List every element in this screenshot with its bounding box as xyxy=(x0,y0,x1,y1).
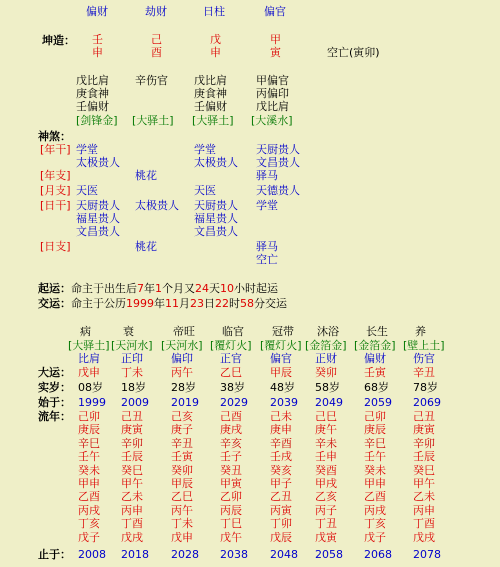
liunian-year: 己卯 xyxy=(78,410,100,423)
liunian-year: 丙寅 xyxy=(270,503,292,517)
qiyun-text: 年 xyxy=(144,282,155,295)
shensha-item: 天厨贵人 xyxy=(76,199,120,212)
jiaoyun-text: 日 xyxy=(204,297,215,310)
dayun-start-year: 2059 xyxy=(364,396,392,409)
dayun-nayin: [大驿土] xyxy=(68,339,110,352)
liunian-year: 辛巳 xyxy=(364,436,386,450)
dayun-god: 正财 xyxy=(315,352,337,365)
kongwang: 空亡(寅卯) xyxy=(327,46,380,59)
shensha-label: [月支] xyxy=(40,184,71,197)
dayun-phase: 帝旺 xyxy=(173,325,195,338)
jiaoyun-minute: 58 xyxy=(240,297,254,310)
shensha-item: 学堂 xyxy=(194,143,216,156)
liunian-year: 丁丑 xyxy=(315,517,337,531)
liunian-year: 甲辰 xyxy=(171,477,193,490)
end-label: 止于： xyxy=(38,548,71,561)
hidden-stems-month xyxy=(135,74,168,87)
liunian-year: 丙子 xyxy=(315,503,337,517)
dayun-age: 28岁 xyxy=(171,381,196,394)
dayun-nayin: [壁上土] xyxy=(403,339,445,352)
liunian-year: 甲寅 xyxy=(220,477,242,490)
liunian-year: 乙丑 xyxy=(270,490,292,504)
liunian-year: 癸丑 xyxy=(220,463,242,477)
hidden-stems-day xyxy=(194,74,227,113)
dayun-pillar: 癸卯 xyxy=(315,366,337,379)
dayun-god: 偏官 xyxy=(270,352,292,365)
dayun-start-year: 2039 xyxy=(270,396,298,409)
shensha-cell xyxy=(76,199,120,238)
jiaoyun-line xyxy=(38,297,287,310)
shensha-item: 驿马 xyxy=(256,240,278,253)
liunian-year: 乙未 xyxy=(121,490,143,504)
liunian-year: 辛丑 xyxy=(171,436,193,450)
liunian-year: 庚申 xyxy=(270,423,292,437)
liunian-year: 壬申 xyxy=(315,450,337,464)
liunian-year: 癸巳 xyxy=(121,463,143,477)
dayun-age: 18岁 xyxy=(121,381,146,394)
liunian-year: 甲午 xyxy=(121,477,143,490)
liunian-year: 壬午 xyxy=(364,450,386,464)
liunian-year: 壬辰 xyxy=(413,450,435,464)
dayun-nayin: [覆灯火] xyxy=(210,339,252,352)
pillar-label: 坤造： xyxy=(42,34,75,47)
liunian-year: 癸亥 xyxy=(270,463,292,477)
qiyun-text: 小时起运 xyxy=(234,282,278,295)
dayun-start-year: 2009 xyxy=(121,396,149,409)
header-pillar-4: 偏官 xyxy=(264,5,286,18)
dayun-phase: 长生 xyxy=(366,325,388,338)
liunian-year: 辛未 xyxy=(315,436,337,450)
shensha-label: [年干] xyxy=(40,143,71,156)
liunian-year: 丁亥 xyxy=(364,517,386,531)
hidden-stem: 庚食神 xyxy=(194,87,227,100)
shensha-label: [日干] xyxy=(40,199,71,212)
header-pillar-3: 日柱 xyxy=(203,5,225,18)
jiaoyun-day: 23 xyxy=(190,297,204,310)
liunian-year: 己丑 xyxy=(413,410,435,423)
jiaoyun-text: 月 xyxy=(179,297,190,310)
start-label: 始于： xyxy=(38,396,71,409)
dayun-nayin: [覆灯火] xyxy=(260,339,302,352)
shensha-item: 桃花 xyxy=(135,240,157,253)
dayun-age: 38岁 xyxy=(220,381,245,394)
shensha-label: [年支] xyxy=(40,169,71,182)
age-label: 实岁： xyxy=(38,381,71,394)
shensha-item: 福星贵人 xyxy=(194,212,238,225)
dayun-god: 偏印 xyxy=(171,352,193,365)
shensha-item: 天德贵人 xyxy=(256,184,300,197)
shensha-item: 文昌贵人 xyxy=(76,225,120,238)
stem-month: 己 xyxy=(151,33,162,46)
liunian-year: 庚辰 xyxy=(78,423,100,437)
dayun-phase: 冠带 xyxy=(272,325,294,338)
liunian-year: 辛亥 xyxy=(220,436,242,450)
qiyun-text: 命主于出生后 xyxy=(71,282,137,295)
qiyun-years: 7 xyxy=(137,282,144,295)
liunian-year: 乙巳 xyxy=(171,490,193,504)
dayun-end-year: 2008 xyxy=(78,548,106,561)
liunian-year: 甲午 xyxy=(413,477,435,490)
shensha-cell xyxy=(256,240,278,266)
shensha-cell xyxy=(256,143,300,169)
liunian-year: 癸酉 xyxy=(315,463,337,477)
dayun-start-year: 2019 xyxy=(171,396,199,409)
qiyun-line xyxy=(38,282,278,295)
liunian-year: 壬辰 xyxy=(121,450,143,464)
liunian-year: 己卯 xyxy=(364,410,386,423)
liunian-year: 戊辰 xyxy=(270,530,292,544)
liunian-year: 丙戌 xyxy=(364,503,386,517)
shensha-item: 空亡 xyxy=(256,253,278,266)
liunian-year: 庚子 xyxy=(171,423,193,437)
dayun-phase: 衰 xyxy=(123,325,134,338)
dayun-god: 偏财 xyxy=(364,352,386,365)
liunian-year: 戊午 xyxy=(220,530,242,544)
dayun-nayin: [金箔金] xyxy=(305,339,347,352)
liunian-year: 乙卯 xyxy=(220,490,242,504)
hidden-stem: 戊比肩 xyxy=(194,74,227,87)
qiyun-text: 个月又 xyxy=(162,282,195,295)
liunian-year: 癸巳 xyxy=(413,463,435,477)
shensha-cell xyxy=(76,143,120,169)
liunian-year: 丁亥 xyxy=(78,517,100,531)
qiyun-text: 天 xyxy=(209,282,220,295)
liunian-year: 戊子 xyxy=(78,530,100,544)
shensha-item: 太极贵人 xyxy=(135,199,179,212)
liunian-year: 庚辰 xyxy=(364,423,386,437)
jiaoyun-month: 11 xyxy=(165,297,179,310)
liunian-year: 丁卯 xyxy=(270,517,292,531)
dayun-nayin: [天河水] xyxy=(161,339,203,352)
liunian-year: 丁酉 xyxy=(121,517,143,531)
dayun-pillar: 戊申 xyxy=(78,366,100,379)
hidden-stem: 壬偏财 xyxy=(76,100,109,113)
hidden-stem: 庚食神 xyxy=(76,87,109,100)
dayun-god: 正官 xyxy=(220,352,242,365)
nayin-year: [剑锋金] xyxy=(76,114,118,127)
dayun-start-year: 2069 xyxy=(413,396,441,409)
dayun-age: 78岁 xyxy=(413,381,438,394)
jiaoyun-hour: 22 xyxy=(215,297,229,310)
hidden-stem: 丙偏印 xyxy=(256,87,289,100)
shensha-cell xyxy=(194,143,238,169)
shensha-cell xyxy=(194,199,238,238)
liunian-year: 壬子 xyxy=(220,450,242,464)
header-pillar-1: 偏财 xyxy=(86,5,108,18)
hidden-stem: 壬偏财 xyxy=(194,100,227,113)
qiyun-months: 1 xyxy=(155,282,162,295)
dayun-end-year: 2028 xyxy=(171,548,199,561)
shensha-item: 驿马 xyxy=(256,169,278,182)
dayun-end-year: 2078 xyxy=(413,548,441,561)
liunian-year: 甲子 xyxy=(270,477,292,490)
hidden-stem: 戊比肩 xyxy=(256,100,289,113)
shensha-item: 天医 xyxy=(194,184,216,197)
liunian-year: 己巳 xyxy=(315,410,337,423)
shensha-item: 太极贵人 xyxy=(194,156,238,169)
nayin-month: [大驿土] xyxy=(132,114,174,127)
dayun-end-year: 2038 xyxy=(220,548,248,561)
liunian-year: 乙未 xyxy=(413,490,435,504)
liunian-year: 辛酉 xyxy=(270,436,292,450)
qiyun-label: 起运： xyxy=(38,282,71,295)
liunian-year: 癸未 xyxy=(364,463,386,477)
dayun-pillar: 丁未 xyxy=(121,366,143,379)
liunian-year: 癸未 xyxy=(78,463,100,477)
dayun-pillar: 乙巳 xyxy=(220,366,242,379)
branch-hour: 寅 xyxy=(270,46,281,59)
liunian-year: 己酉 xyxy=(220,410,242,423)
stem-day: 戊 xyxy=(210,33,221,46)
liunian-year: 丙戌 xyxy=(78,503,100,517)
liunian-year: 丁酉 xyxy=(413,517,435,531)
shensha-item: 太极贵人 xyxy=(76,156,120,169)
liunian-year: 戊戌 xyxy=(413,530,435,544)
dayun-phase: 养 xyxy=(415,325,426,338)
liunian-year: 癸卯 xyxy=(171,463,193,477)
dayun-nayin: [金箔金] xyxy=(354,339,396,352)
shensha-title: 神煞： xyxy=(38,130,71,143)
dayun-start-year: 2049 xyxy=(315,396,343,409)
jiaoyun-text: 年 xyxy=(154,297,165,310)
dayun-label: 大运： xyxy=(38,366,71,379)
liunian-year: 辛卯 xyxy=(121,436,143,450)
liunian-year: 庚戌 xyxy=(220,423,242,437)
liunian-year: 己未 xyxy=(270,410,292,423)
hidden-stem: 甲偏官 xyxy=(256,74,289,87)
shensha-item: 文昌贵人 xyxy=(256,156,300,169)
liunian-year: 丙申 xyxy=(121,503,143,517)
liunian-year: 甲申 xyxy=(78,477,100,490)
liunian-year: 丁未 xyxy=(171,517,193,531)
dayun-start-year: 2029 xyxy=(220,396,248,409)
dayun-pillar: 丙午 xyxy=(171,366,193,379)
liunian-year: 壬戌 xyxy=(270,450,292,464)
shensha-item: 桃花 xyxy=(135,169,157,182)
shensha-item: 天厨贵人 xyxy=(256,143,300,156)
stem-year: 壬 xyxy=(92,33,103,46)
dayun-god: 比肩 xyxy=(78,352,100,365)
liunian-year: 丁巳 xyxy=(220,517,242,531)
liunian-year: 己丑 xyxy=(121,410,143,423)
dayun-pillar: 壬寅 xyxy=(364,366,386,379)
liunian-year: 戊子 xyxy=(364,530,386,544)
jiaoyun-text: 命主于公历 xyxy=(71,297,126,310)
dayun-end-year: 2058 xyxy=(315,548,343,561)
dayun-phase: 病 xyxy=(80,325,91,338)
dayun-nayin: [天河水] xyxy=(111,339,153,352)
dayun-end-year: 2048 xyxy=(270,548,298,561)
liunian-year: 壬午 xyxy=(78,450,100,464)
hidden-stem: 辛伤官 xyxy=(135,74,168,87)
dayun-pillar: 甲辰 xyxy=(270,366,292,379)
header-pillar-2: 劫财 xyxy=(145,5,167,18)
dayun-start-year: 1999 xyxy=(78,396,106,409)
liunian-year: 辛卯 xyxy=(413,436,435,450)
dayun-god: 正印 xyxy=(121,352,143,365)
liunian-year: 壬寅 xyxy=(171,450,193,464)
dayun-age: 68岁 xyxy=(364,381,389,394)
liunian-year: 乙亥 xyxy=(315,490,337,504)
shensha-item: 学堂 xyxy=(76,143,98,156)
liunian-year: 庚午 xyxy=(315,423,337,437)
liunian-year: 己亥 xyxy=(171,410,193,423)
hidden-stems-year xyxy=(76,74,109,113)
liunian-year: 戊寅 xyxy=(315,530,337,544)
stem-hour: 甲 xyxy=(270,33,281,46)
branch-month: 酉 xyxy=(151,46,162,59)
liunian-year: 乙酉 xyxy=(78,490,100,504)
dayun-end-year: 2068 xyxy=(364,548,392,561)
liunian-year: 甲戌 xyxy=(315,477,337,490)
jiaoyun-label: 交运： xyxy=(38,297,71,310)
jiaoyun-year: 1999 xyxy=(126,297,154,310)
liunian-year: 丙辰 xyxy=(220,503,242,517)
dayun-phase: 临官 xyxy=(222,325,244,338)
liunian-year: 乙酉 xyxy=(364,490,386,504)
qiyun-hours: 10 xyxy=(220,282,234,295)
branch-day: 申 xyxy=(210,46,221,59)
branch-year: 申 xyxy=(92,46,103,59)
liunian-year: 甲申 xyxy=(364,477,386,490)
liunian-year: 丙午 xyxy=(171,503,193,517)
shensha-label: [日支] xyxy=(40,240,71,253)
liunian-year: 庚寅 xyxy=(413,423,435,437)
liunian-year: 戊戌 xyxy=(121,530,143,544)
shensha-item: 天医 xyxy=(76,184,98,197)
liunian-year: 辛巳 xyxy=(78,436,100,450)
hidden-stem: 戊比肩 xyxy=(76,74,109,87)
dayun-age: 48岁 xyxy=(270,381,295,394)
shensha-item: 福星贵人 xyxy=(76,212,120,225)
shensha-item: 学堂 xyxy=(256,199,278,212)
dayun-god: 伤官 xyxy=(413,352,435,365)
nayin-day: [大驿土] xyxy=(192,114,234,127)
hidden-stems-hour xyxy=(256,74,289,113)
dayun-age: 08岁 xyxy=(78,381,103,394)
liunian-year: 戊申 xyxy=(171,530,193,544)
dayun-end-year: 2018 xyxy=(121,548,149,561)
dayun-age: 58岁 xyxy=(315,381,340,394)
qiyun-days: 24 xyxy=(195,282,209,295)
liunian-year: 丙申 xyxy=(413,503,435,517)
liunian-label: 流年： xyxy=(38,410,71,423)
dayun-phase: 沐浴 xyxy=(317,325,339,338)
shensha-item: 天厨贵人 xyxy=(194,199,238,212)
dayun-pillar: 辛丑 xyxy=(413,366,435,379)
nayin-hour: [大溪水] xyxy=(251,114,293,127)
jiaoyun-text: 分交运 xyxy=(254,297,287,310)
jiaoyun-text: 时 xyxy=(229,297,240,310)
liunian-year: 庚寅 xyxy=(121,423,143,437)
shensha-item: 文昌贵人 xyxy=(194,225,238,238)
